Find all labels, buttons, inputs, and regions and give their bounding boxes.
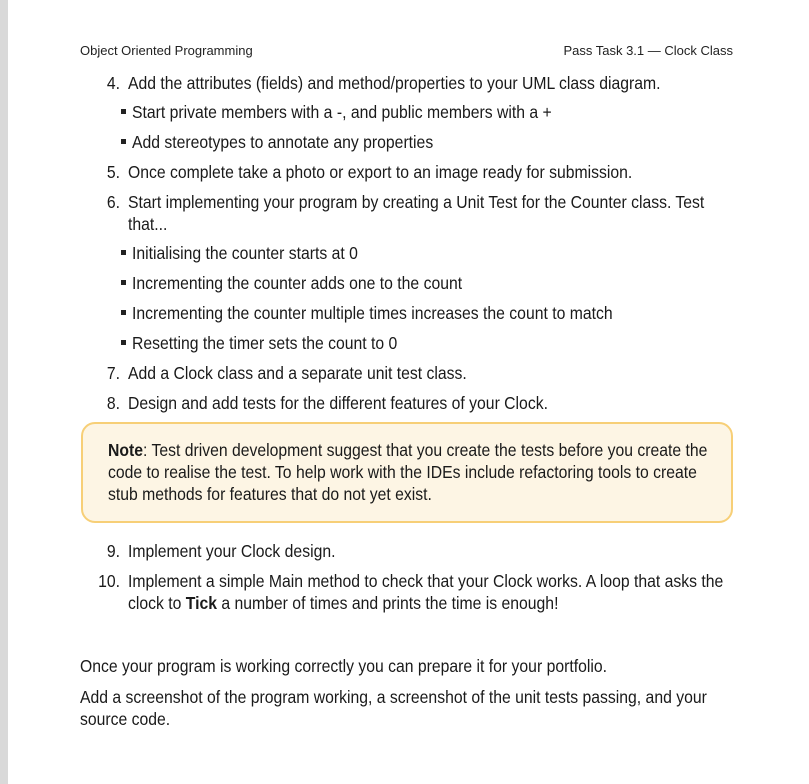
bullet-marker — [121, 250, 126, 255]
bullet-marker — [121, 340, 126, 345]
step-5-number: 5. — [106, 162, 120, 182]
step-5-text: Once complete take a photo or export to an image ready for submission. — [128, 162, 633, 182]
bullet-marker — [121, 139, 126, 144]
closing-paragraph-2-line-1: Add a screenshot of the program working, a screenshot of the unit tests passing, and your — [80, 687, 707, 707]
note-line-3: stub methods for features that do not yet exist. — [108, 484, 432, 504]
step-10-text-line-2: clock to Tick a number of times and prints the time is enough! — [128, 593, 559, 613]
bullet-marker — [121, 310, 126, 315]
step-4-bullet-2: Add stereotypes to annotate any properties — [132, 132, 434, 152]
step-6-bullet-1: Initialising the counter starts at 0 — [132, 243, 358, 263]
step-8-number: 8. — [106, 393, 120, 413]
step-8-text: Design and add tests for the different features of your Clock. — [128, 393, 548, 413]
step-6-number: 6. — [106, 192, 120, 212]
closing-paragraph-2-line-2: source code. — [80, 709, 171, 729]
step-4-number: 4. — [106, 73, 120, 93]
bullet-marker — [121, 280, 126, 285]
step-10-number: 10. — [98, 571, 120, 591]
step-4-text: Add the attributes (fields) and method/properties to your UML class diagram. — [128, 73, 661, 93]
step-9-text: Implement your Clock design. — [128, 541, 336, 561]
step-6-text-line-2: that... — [128, 214, 168, 234]
step-7-number: 7. — [106, 363, 120, 383]
note-line-2: code to realise the test. To help work with the IDEs include refactoring tools to create — [108, 462, 697, 482]
closing-paragraph-1: Once your program is working correctly you can prepare it for your portfolio. — [80, 656, 607, 676]
step-9-number: 9. — [106, 541, 120, 561]
bullet-marker — [121, 109, 126, 114]
step-10-text-line-1: Implement a simple Main method to check that your Clock works. A loop that asks the — [128, 571, 724, 591]
note-label: Note — [108, 440, 144, 460]
note-line-1: Note: Test driven development suggest that you create the tests before you create the — [108, 440, 708, 460]
step-6-bullet-4: Resetting the timer sets the count to 0 — [132, 333, 398, 353]
step-6-bullet-2: Incrementing the counter adds one to the count — [132, 273, 463, 293]
step-7-text: Add a Clock class and a separate unit test class. — [128, 363, 467, 383]
header-task: Pass Task 3.1 — Clock Class — [563, 43, 733, 58]
step-6-text-line-1: Start implementing your program by creating a Unit Test for the Counter class. Test — [128, 192, 705, 212]
step-6-bullet-3: Incrementing the counter multiple times increases the count to match — [132, 303, 613, 323]
tick-keyword: Tick — [185, 593, 218, 613]
header-course: Object Oriented Programming — [80, 43, 253, 58]
step-4-bullet-1: Start private members with a -, and public members with a + — [132, 102, 552, 122]
document-page — [8, 0, 809, 784]
